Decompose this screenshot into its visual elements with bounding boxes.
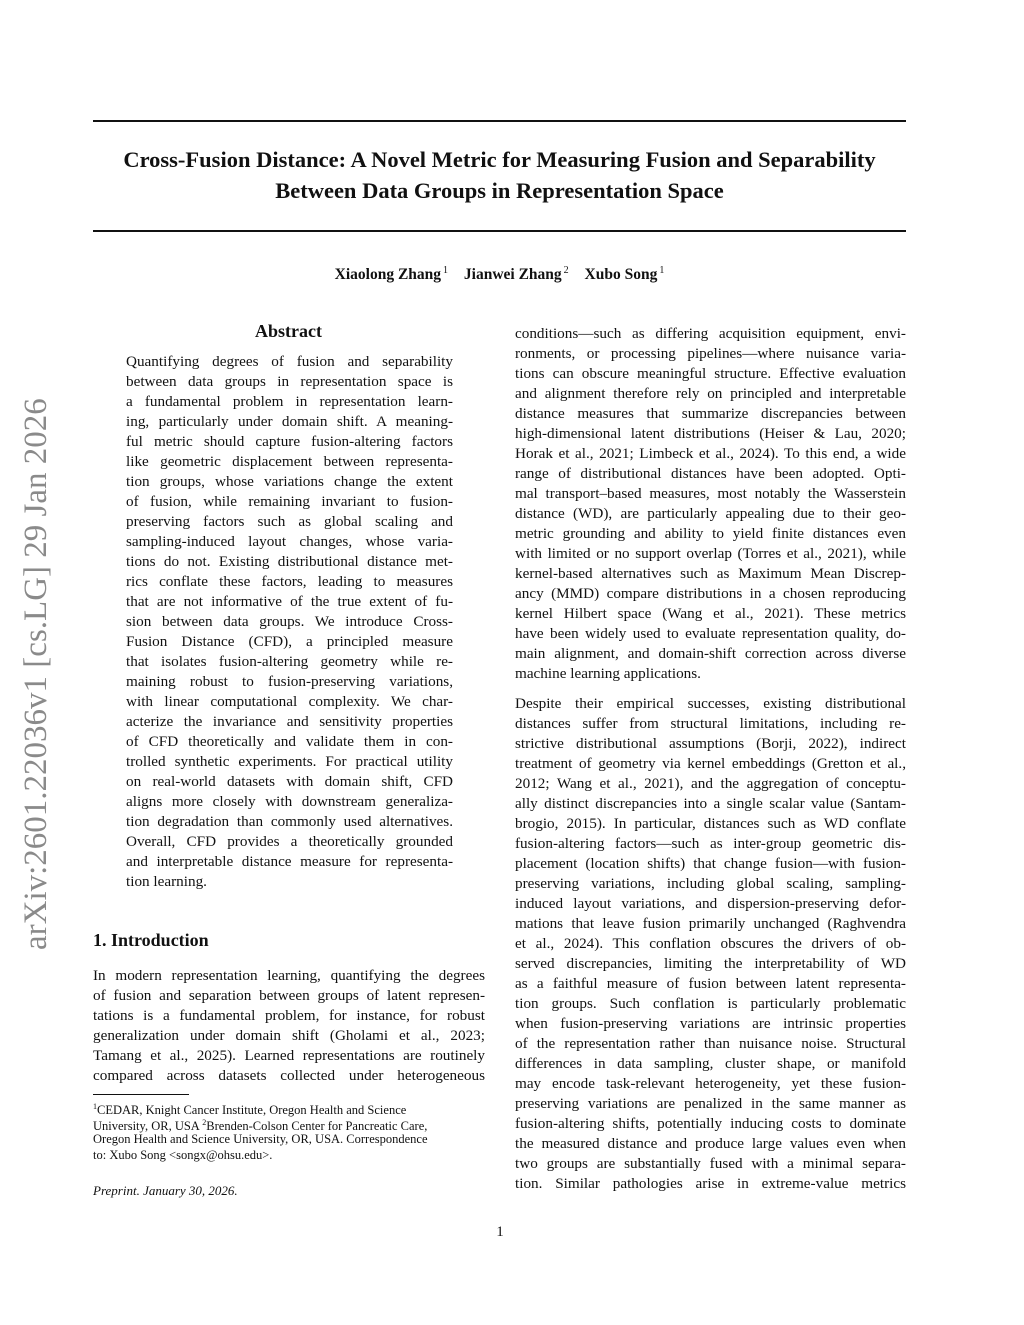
text-line: trolled synthetic experiments. For practical utility (126, 753, 453, 770)
text-line: when fusion-preserving variations are intrinsic properties (515, 1015, 906, 1032)
text-line: differences in data sampling, cluster shape, or manifold (515, 1055, 906, 1072)
text-line: sampling-induced layout changes, whose varia- (126, 533, 453, 550)
text-line: as a faithful measure of fusion between latent representa- (515, 975, 906, 992)
footnote-rule (93, 1094, 189, 1095)
text-line: range of distributional distances have been adopted. Opti- (515, 465, 906, 482)
text-line: metric grounding and ability to yield finite distances even (515, 525, 906, 542)
text-line: compared across datasets collected under heterogeneous (93, 1067, 485, 1084)
text-line: aligns more closely with downstream generaliza- (126, 793, 453, 810)
text-line: and alignment therefore rely on principled and interpretable (515, 385, 906, 402)
text-line: strictive distributional assumptions (Borji, 2022), indirect (515, 735, 906, 752)
text-line: a fundamental problem in representation learn- (126, 393, 453, 410)
text-line: tion. Similar pathologies arise in extreme-value metrics (515, 1175, 906, 1192)
author-list (93, 265, 906, 284)
footnote-line: Oregon Health and Science University, OR, USA. Correspondence (93, 1132, 428, 1146)
text-line: with linear computational complexity. We char- (126, 693, 453, 710)
text-line: high-dimensional latent distributions (Heiser & Lau, 2020; (515, 425, 906, 442)
text-line: with limited or no support overlap (Torres et al., 2021), while (515, 545, 906, 562)
text-line: conditions—such as differing acquisition equipment, envi- (515, 325, 906, 342)
text-line: Overall, CFD provides a theoretically grounded (126, 833, 453, 850)
text-line: ancy (MMD) compare distributions in a chosen reproducing (515, 585, 906, 602)
text-line: tion groups. Such conflation is particularly problematic (515, 995, 906, 1012)
title-top-rule (93, 120, 906, 122)
text-line: served discrepancies, limiting the interpretability of WD (515, 955, 906, 972)
title-bottom-rule (93, 230, 906, 232)
text-line: sion between data groups. We introduce Cross- (126, 613, 453, 630)
text-line: distance measures that summarize discrepancies between (515, 405, 906, 422)
text-line: that isolates fusion-altering geometry while re- (126, 653, 453, 670)
text-line: preserving variations are penalized in the same manner as (515, 1095, 906, 1112)
text-line: that are not informative of the true extent of fu- (126, 593, 453, 610)
text-line: tion learning. (126, 873, 207, 890)
text-line: Fusion Distance (CFD), a principled measure (126, 633, 453, 650)
text-line: between data groups in representation space is (126, 373, 453, 390)
footnote-marker: 2 (202, 1118, 207, 1127)
text-line: ally distinct discrepancies into a single scalar value (Santam- (515, 795, 906, 812)
text-line: Despite their empirical successes, existing distributional (515, 695, 906, 712)
text-line: of CFD theoretically and validate them in con- (126, 733, 453, 750)
text-line: mal transport–based measures, most notably the Wasserstein (515, 485, 906, 502)
author: Jianwei Zhang $^2$ (463, 265, 569, 284)
text-line: may encode task-relevant heterogeneity, yet these fusion- (515, 1075, 906, 1092)
text-line: distance (WD), are particularly appealing due to their geo- (515, 505, 906, 522)
text-line: main alignment, and domain-shift correction across diverse (515, 645, 906, 662)
text-line: brogio, 2015). In particular, distances such as WD conflate (515, 815, 906, 832)
page-number: 1 (496, 1224, 504, 1240)
affiliation-footnote (93, 1099, 485, 1163)
text-line: the measured distance and produce large values even when (515, 1135, 906, 1152)
text-line: tion degradation than commonly used alternatives. (126, 813, 453, 830)
text-line: two groups are substantially fused with a minimal separa- (515, 1155, 906, 1172)
preprint-note: Preprint. January 30, 2026. (93, 1183, 238, 1198)
footnote-line: $^1$CEDAR, Knight Cancer Institute, Oregon Health and Science (93, 1102, 407, 1118)
text-line: have been widely used to evaluate representation quality, do- (515, 625, 906, 642)
title-line: Cross-Fusion Distance: A Novel Metric for Measuring Fusion and Separability (123, 147, 876, 172)
footnote-marker: 1 (93, 1102, 97, 1111)
text-line: Horak et al., 2021; Limbeck et al., 2024). To this end, a wide (515, 445, 906, 462)
text-line: preserving variations, including global scaling, sampling- (515, 875, 906, 892)
text-line: et al., 2024). This conflation obscures the drivers of ob- (515, 935, 906, 952)
text-line: and interpretable distance measure for representa- (126, 853, 453, 870)
text-line: fusion-altering shifts, potentially inducing costs to dominate (515, 1115, 906, 1132)
text-line: Quantifying degrees of fusion and separability (126, 353, 453, 370)
text-line: like geometric displacement between representa- (126, 453, 453, 470)
paper-title (93, 144, 906, 206)
text-line: ing, particularly under domain shift. A meaning- (126, 413, 453, 430)
text-line: of fusion, while remaining invariant to fusion- (126, 493, 453, 510)
right-column-paragraph-2 (515, 694, 906, 1194)
text-line: machine learning applications. (515, 665, 701, 682)
text-line: tions can obscure meaningful structure. Effective evaluation (515, 365, 906, 382)
text-line: distances suffer from structural limitations, including re- (515, 715, 906, 732)
footnote-line: University, OR, USA $^2$Brenden-Colson Center for Pancreatic Care, (93, 1118, 428, 1134)
text-line: on real-world datasets with domain shift, CFD (126, 773, 453, 790)
author: Xubo Song $^1$ (584, 265, 665, 284)
text-line: acterize the invariance and sensitivity properties (126, 713, 453, 730)
footnote-line: to: Xubo Song <songx@ohsu.edu>. (93, 1148, 273, 1162)
text-line: fusion-altering factors—such as inter-group geometric dis- (515, 835, 906, 852)
right-column-paragraph-1 (515, 324, 906, 684)
text-line: tion groups, whose variations change the extent (126, 473, 453, 490)
abstract-body (126, 352, 453, 892)
text-line: tations is a fundamental problem, for instance, for robust (93, 1007, 485, 1024)
text-line: placement (location shifts) that change fusion—with fusion- (515, 855, 906, 872)
arxiv-stamp: arXiv:2601.22036v1 [cs.LG] 29 Jan 2026 (18, 398, 54, 950)
text-line: induced layout variations, and dispersion-preserving defor- (515, 895, 906, 912)
title-line: Between Data Groups in Representation Space (275, 178, 724, 203)
text-line: tions do not. Existing distributional distance met- (126, 553, 453, 570)
text-line: of fusion and separation between groups of latent represen- (93, 987, 485, 1004)
section-heading-introduction: 1. Introduction (93, 930, 209, 950)
text-line: of the representation rather than nuisance noise. Structural (515, 1035, 906, 1052)
text-line: ronments, or processing pipelines—where nuisance varia- (515, 345, 906, 362)
text-line: In modern representation learning, quantifying the degrees (93, 967, 485, 984)
text-line: generalization under domain shift (Gholami et al., 2023; (93, 1027, 485, 1044)
text-line: preserving factors such as global scaling and (126, 513, 453, 530)
introduction-body (93, 966, 485, 1086)
text-line: maining robust to fusion-preserving variations, (126, 673, 453, 690)
abstract-heading: Abstract (255, 321, 322, 341)
text-line: treatment of geometry via kernel embeddings (Gretton et al., (515, 755, 906, 772)
author: Xiaolong Zhang $^1$ (334, 265, 449, 284)
text-line: rics conflate these factors, leading to measures (126, 573, 453, 590)
text-line: mations that leave fusion primarily unchanged (Raghvendra (515, 915, 906, 932)
text-line: kernel Hilbert space (Wang et al., 2021). These metrics (515, 605, 906, 622)
text-line: 2012; Wang et al., 2021), and the aggregation of conceptu- (515, 775, 906, 792)
text-line: Tamang et al., 2025). Learned representations are routinely (93, 1047, 485, 1064)
text-line: kernel-based alternatives such as Maximum Mean Discrep- (515, 565, 906, 582)
text-line: ful metric should capture fusion-altering factors (126, 433, 453, 450)
